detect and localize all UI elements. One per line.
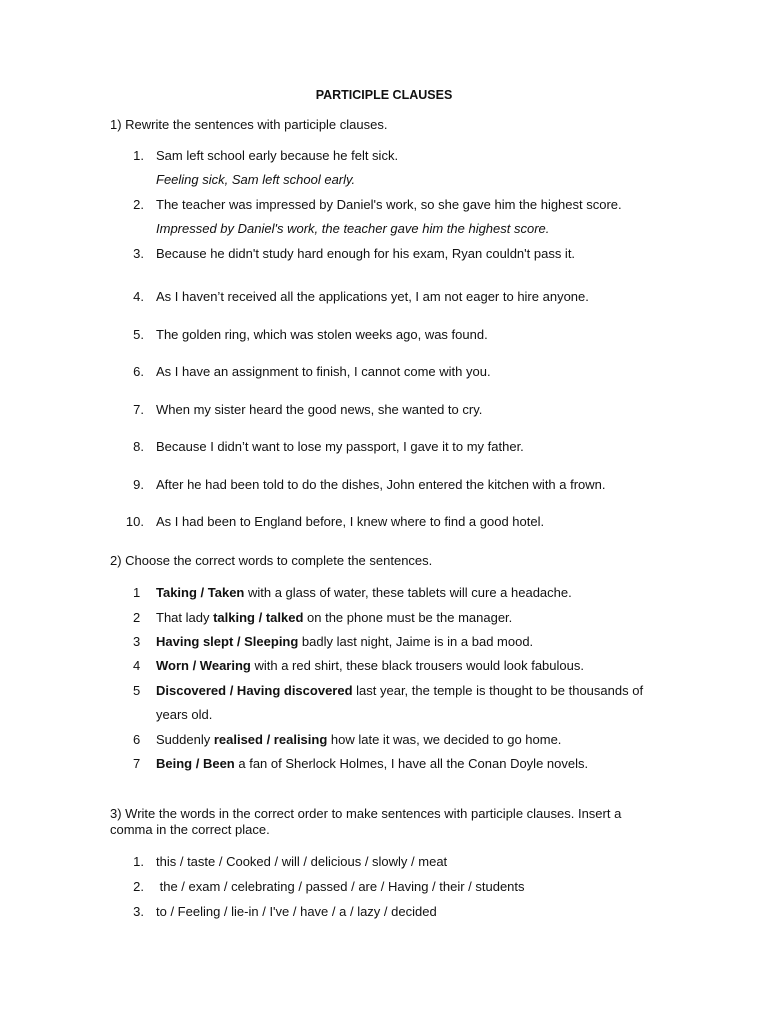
item-number: 1. [133, 148, 144, 163]
item-number: 8. [133, 439, 144, 454]
page-title: PARTICIPLE CLAUSES [315, 88, 453, 102]
item-text: That lady talking / talked on the phone must be the manager. [156, 610, 513, 625]
item-number: 4. [133, 289, 144, 304]
item-text: Discovered / Having discovered last year, the temple is thought to be thousands of years old. [156, 683, 644, 722]
item-text: When my sister heard the good news, she wanted to cry. [156, 402, 483, 417]
item-text: Because he didn't study hard enough for his exam, Ryan couldn't pass it. [156, 246, 576, 261]
item-text: As I have an assignment to finish, I cannot come with you. [156, 364, 491, 379]
item-text: this / taste / Cooked / will / delicious / slowly / meat [156, 854, 448, 869]
item-number: 2. [133, 197, 144, 212]
item-number: 7. [133, 402, 144, 417]
item-number: 2 [133, 610, 141, 625]
item-text: Suddenly realised / realising how late it was, we decided to go home. [156, 732, 562, 747]
item-text: After he had been told to do the dishes, John entered the kitchen with a frown. [156, 477, 606, 492]
section3-heading: 3) Write the words in the correct order to make sentences with participle clauses. Insert a comma in the correct place. [110, 806, 622, 837]
item-number: 4 [133, 658, 141, 673]
item-text: The golden ring, which was stolen weeks ago, was found. [156, 327, 488, 342]
answer-choice: talking / talked [213, 610, 304, 625]
answer-choice: Being / Been [156, 756, 235, 771]
answer-choice: Having slept / Sleeping [156, 634, 299, 649]
item-text: Being / Been a fan of Sherlock Holmes, I have all the Conan Doyle novels. [156, 756, 589, 771]
item-number: 9. [133, 477, 144, 492]
answer-choice: realised / realising [213, 732, 328, 747]
item-number: 3. [133, 246, 144, 261]
answer-choice: Discovered / Having discovered [156, 683, 353, 698]
answer-choice: Taking / Taken [156, 585, 245, 600]
item-number: 5 [133, 683, 141, 698]
item-text: the / exam / celebrating / passed / are / Having / their / students [156, 879, 525, 894]
item-number: 5. [133, 327, 144, 342]
item-number: 2. [133, 879, 144, 894]
item-number: 7 [133, 756, 141, 771]
item-text: Because I didn’t want to lose my passport, I gave it to my father. [156, 439, 524, 454]
item-number: 10. [125, 514, 144, 529]
item-text: Worn / Wearing with a red shirt, these black trousers would look fabulous. [156, 658, 584, 673]
item-number: 3. [133, 904, 144, 919]
item-text: Sam left school early because he felt sick. [156, 148, 399, 163]
answer-choice: Worn / Wearing [156, 658, 251, 673]
section1-heading: 1) Rewrite the sentences with participle clauses. [110, 117, 388, 132]
item-answer: Feeling sick, Sam left school early. [156, 172, 356, 187]
item-text: Taking / Taken with a glass of water, these tablets will cure a headache. [156, 585, 572, 600]
item-number: 1. [133, 854, 144, 869]
item-number: 6. [133, 364, 144, 379]
item-answer: Impressed by Daniel's work, the teacher gave him the highest score. [156, 221, 550, 236]
item-text: As I haven’t received all the applications yet, I am not eager to hire anyone. [156, 289, 589, 304]
section2-heading: 2) Choose the correct words to complete the sentences. [110, 553, 433, 568]
item-text: to / Feeling / lie-in / I've / have / a / lazy / decided [156, 904, 437, 919]
item-number: 3 [133, 634, 141, 649]
item-number: 6 [133, 732, 141, 747]
item-text: As I had been to England before, I knew where to find a good hotel. [156, 514, 545, 529]
item-number: 1 [133, 585, 141, 600]
item-text: Having slept / Sleeping badly last night, Jaime is in a bad mood. [156, 634, 534, 649]
item-text: The teacher was impressed by Daniel's work, so she gave him the highest score. [156, 197, 622, 212]
